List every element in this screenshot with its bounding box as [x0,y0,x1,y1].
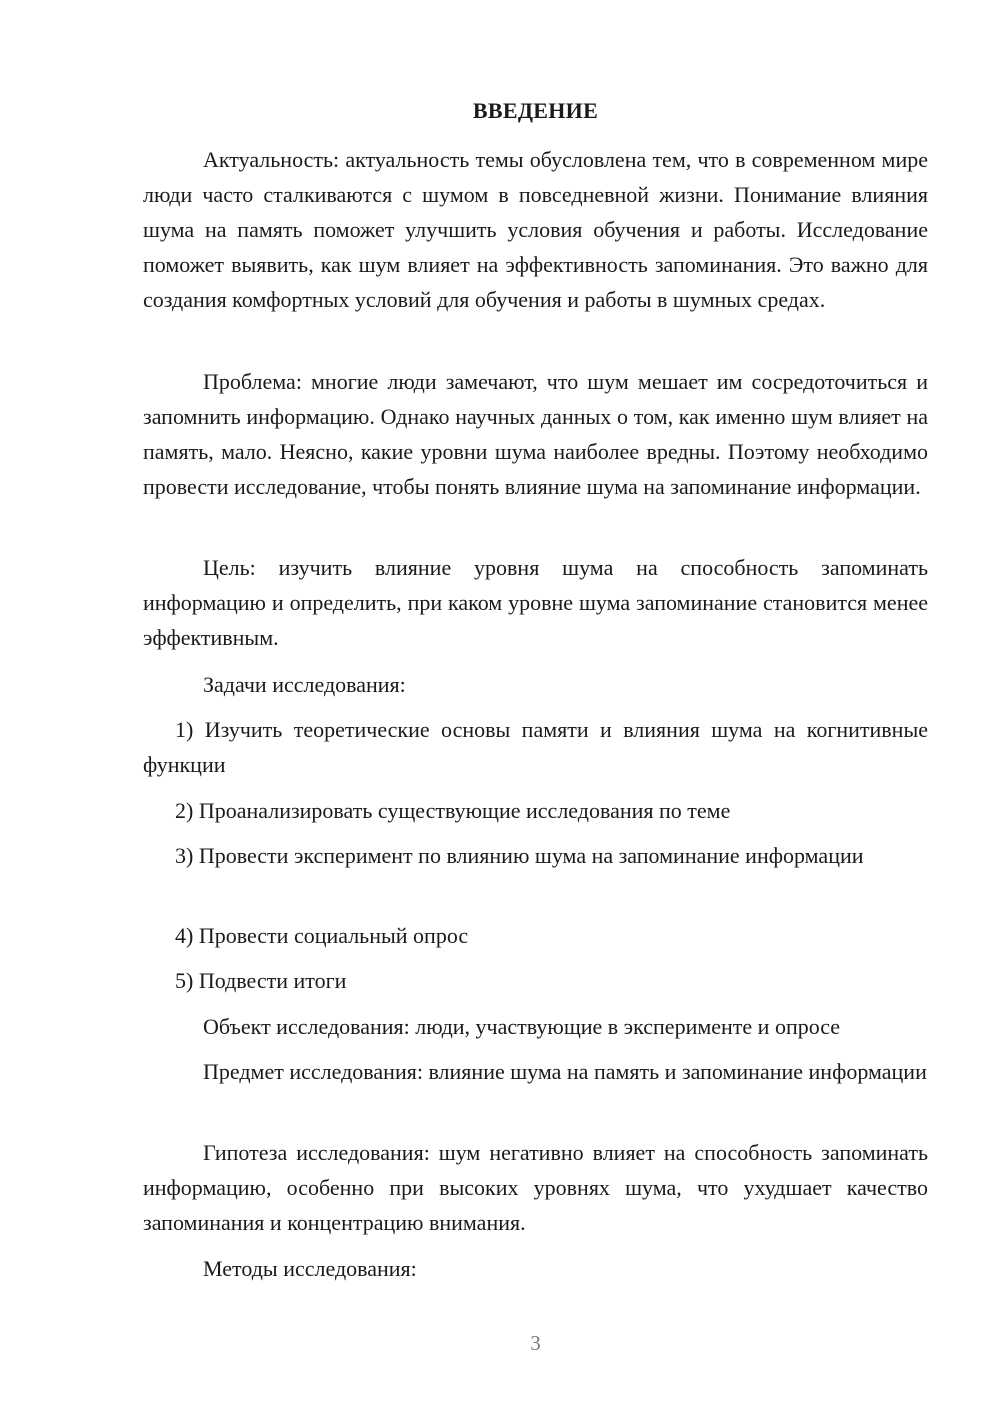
object-paragraph: Объект исследования: люди, участвующие в эксперименте и опросе [203,1014,841,1039]
document-page [143,0,928,1414]
task-item-1: 1) Изучить теоретические основы памяти и влияния шума на когнитивные функции [143,717,928,777]
methods-heading: Методы исследования: [203,1256,417,1281]
relevance-paragraph: Актуальность: актуальность темы обусловлена тем, что в современном мире люди часто сталкиваются с шумом в повседневной жизни. Понимание влияния шума на память поможет улучшить условия обучения и работы. Исследование поможет выявить, как шум влияет на эффективность запоминания. Это важно для создания комфортных условий для обучения и работы в шумных средах. [143,147,928,312]
task-item-5: 5) Подвести итоги [175,968,347,993]
task-item-3: 3) Провести эксперимент по влиянию шума на запоминание информации [175,843,864,868]
subject-paragraph: Предмет исследования: влияние шума на память и запоминание информации [203,1059,927,1084]
task-item-4: 4) Провести социальный опрос [175,923,469,948]
page-number: 3 [530,1331,541,1355]
problem-paragraph: Проблема: многие люди замечают, что шум мешает им сосредоточиться и запомнить информацию. Однако научных данных о том, как именно шум влияет на память, мало. Неясно, какие уровни шума наиболее вредны. Поэтому необходимо провести исследование, чтобы понять влияние шума на запоминание информации. [143,369,928,499]
section-title: ВВЕДЕНИЕ [472,98,599,123]
goal-paragraph: Цель: изучить влияние уровня шума на способность запоминать информацию и определить, при каком уровне шума запоминание становится менее эффективным. [143,555,928,650]
task-item-2: 2) Проанализировать существующие исследования по теме [175,798,731,823]
hypothesis-paragraph: Гипотеза исследования: шум негативно влияет на способность запоминать информацию, особенно при высоких уровнях шума, что ухудшает качество запоминания и концентрацию внимания. [143,1140,928,1235]
tasks-heading: Задачи исследования: [203,672,406,697]
